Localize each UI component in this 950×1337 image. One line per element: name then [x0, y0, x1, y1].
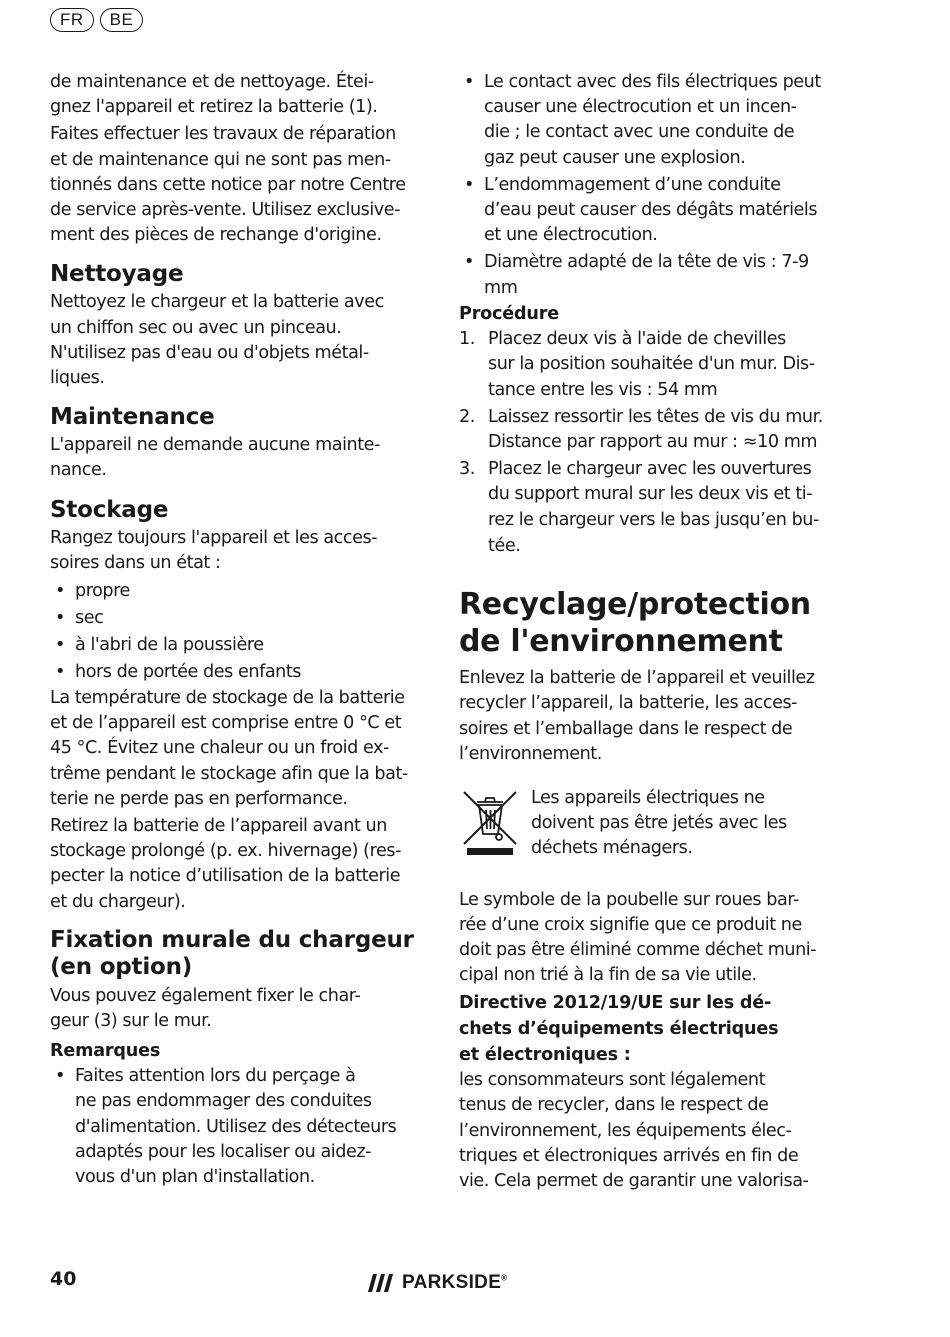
list-item: 1. Placez deux vis à l'aide de chevilles sur la position souhaitée d'un mur. Dis- tance entre les vis : 54 mm: [459, 328, 815, 401]
weee-text: Les appareils électriques ne doivent pas être jetés avec les déchets ménagers.: [531, 787, 787, 859]
list-item: 2. Laissez ressortir les têtes de vis du mur. Distance par rapport au mur : ≈10 mm: [459, 406, 823, 453]
list-item: • Diamètre adapté de la tête de vis : 7-9 mm: [459, 250, 839, 300]
list-item: • L’endommagement d’une conduite d’eau peut causer des dégâts matériels et une électrocution.: [459, 173, 839, 249]
heading-fixation: Fixation murale du chargeur (en option): [50, 926, 414, 980]
remarques-list: [50, 1064, 422, 1190]
recyclage-text: Enlevez la batterie de l’appareil et veuillez recycler l’appareil, la batterie, les acces- soires et l’emballage dans le respect de l’environnement.: [459, 668, 815, 764]
right-column: [459, 70, 839, 1196]
list-item: • Faites attention lors du perçage à ne pas endommager des conduites d'alimentation. Utilisez des détecteurs adaptés pour les localiser ou aidez- vous d'un plan d'installation.: [50, 1064, 422, 1190]
directive-text: les consommateurs sont légalement tenus de recycler, dans le respect de l’environnement, les équipements élec- triques et électroniques arrivés en fin de vie. Cela permet de garantir une valorisa-: [459, 1070, 809, 1191]
heading-stockage: Stockage: [50, 496, 169, 523]
language-badges: [50, 8, 143, 32]
fixation-text: Vous pouvez également fixer le char- geur (3) sur le mur.: [50, 985, 361, 1032]
page-number: 40: [50, 1268, 77, 1290]
heading-maintenance: Maintenance: [50, 404, 215, 431]
list-item: • sec: [50, 605, 422, 632]
maintenance-text: L'appareil ne demande aucune mainte- nance.: [50, 435, 380, 481]
heading-nettoyage: Nettoyage: [50, 261, 184, 288]
parkside-slashes-icon: [368, 1274, 394, 1292]
lang-badge-be: BE: [100, 8, 144, 32]
stockage-intro: Rangez toujours l'appareil et les acces- soires dans un état :: [50, 527, 378, 573]
symbol-explanation: Le symbole de la poubelle sur roues bar- rée d’une croix signifie que ce produit ne doit pas être éliminé comme déchet muni- cipal non trié à la fin de sa vie utile.: [459, 889, 817, 986]
remarques-list-continued: [459, 70, 839, 301]
weee-notice: [459, 786, 839, 864]
crossed-out-wheelie-bin-icon: [459, 788, 521, 858]
lang-badge-fr: FR: [50, 8, 94, 32]
list-item: • à l'abri de la poussière: [50, 632, 422, 659]
procedure-steps: [459, 327, 839, 559]
stockage-battery: Retirez la batterie de l’appareil avant un stockage prolongé (p. ex. hivernage) (res- pecter la notice d’utilisation de la batterie et du chargeur).: [50, 816, 401, 912]
parkside-logo: [368, 1272, 507, 1294]
list-item: • hors de portée des enfants: [50, 659, 422, 686]
stockage-temperature: La température de stockage de la batterie et de l’appareil est comprise entre 0 °C et 45 °C. Évitez une chaleur ou un froid ex- trême pendant le stockage afin que la bat- terie ne perde pas en performance.: [50, 688, 408, 809]
list-item: • Le contact avec des fils électriques peut causer une électrocution et un incen- die ; le contact avec une conduite de gaz peut causer une explosion.: [459, 70, 839, 171]
heading-directive: Directive 2012/19/UE sur les dé- chets d’équipements électriques et électroniques :: [459, 993, 779, 1065]
brand-name: PARKSIDE®: [402, 1272, 508, 1293]
left-column: [50, 70, 422, 1190]
heading-procedure: Procédure: [459, 303, 559, 324]
stockage-list: [50, 578, 422, 686]
heading-remarques: Remarques: [50, 1041, 161, 1062]
heading-recyclage: Recyclage/protection de l'environnement: [459, 587, 811, 660]
intro-paragraph-2: Faites effectuer les travaux de réparation et de maintenance qui ne sont pas men- tionnés dans cette notice par notre Centre de service après-vente. Utilisez exclusive- ment des pièces de rechange d'origine.: [50, 124, 406, 246]
list-item: • propre: [50, 578, 422, 605]
nettoyage-text: Nettoyez le chargeur et la batterie avec un chiffon sec ou avec un pinceau. N'utilisez pas d'eau ou d'objets métal- liques.: [50, 292, 384, 389]
list-item: 3. Placez le chargeur avec les ouvertures du support mural sur les deux vis et ti- rez le chargeur vers le bas jusqu’en bu- tée.: [459, 458, 819, 556]
intro-paragraph: de maintenance et de nettoyage. Étei- gnez l'appareil et retirez la batterie (1).: [50, 72, 378, 118]
